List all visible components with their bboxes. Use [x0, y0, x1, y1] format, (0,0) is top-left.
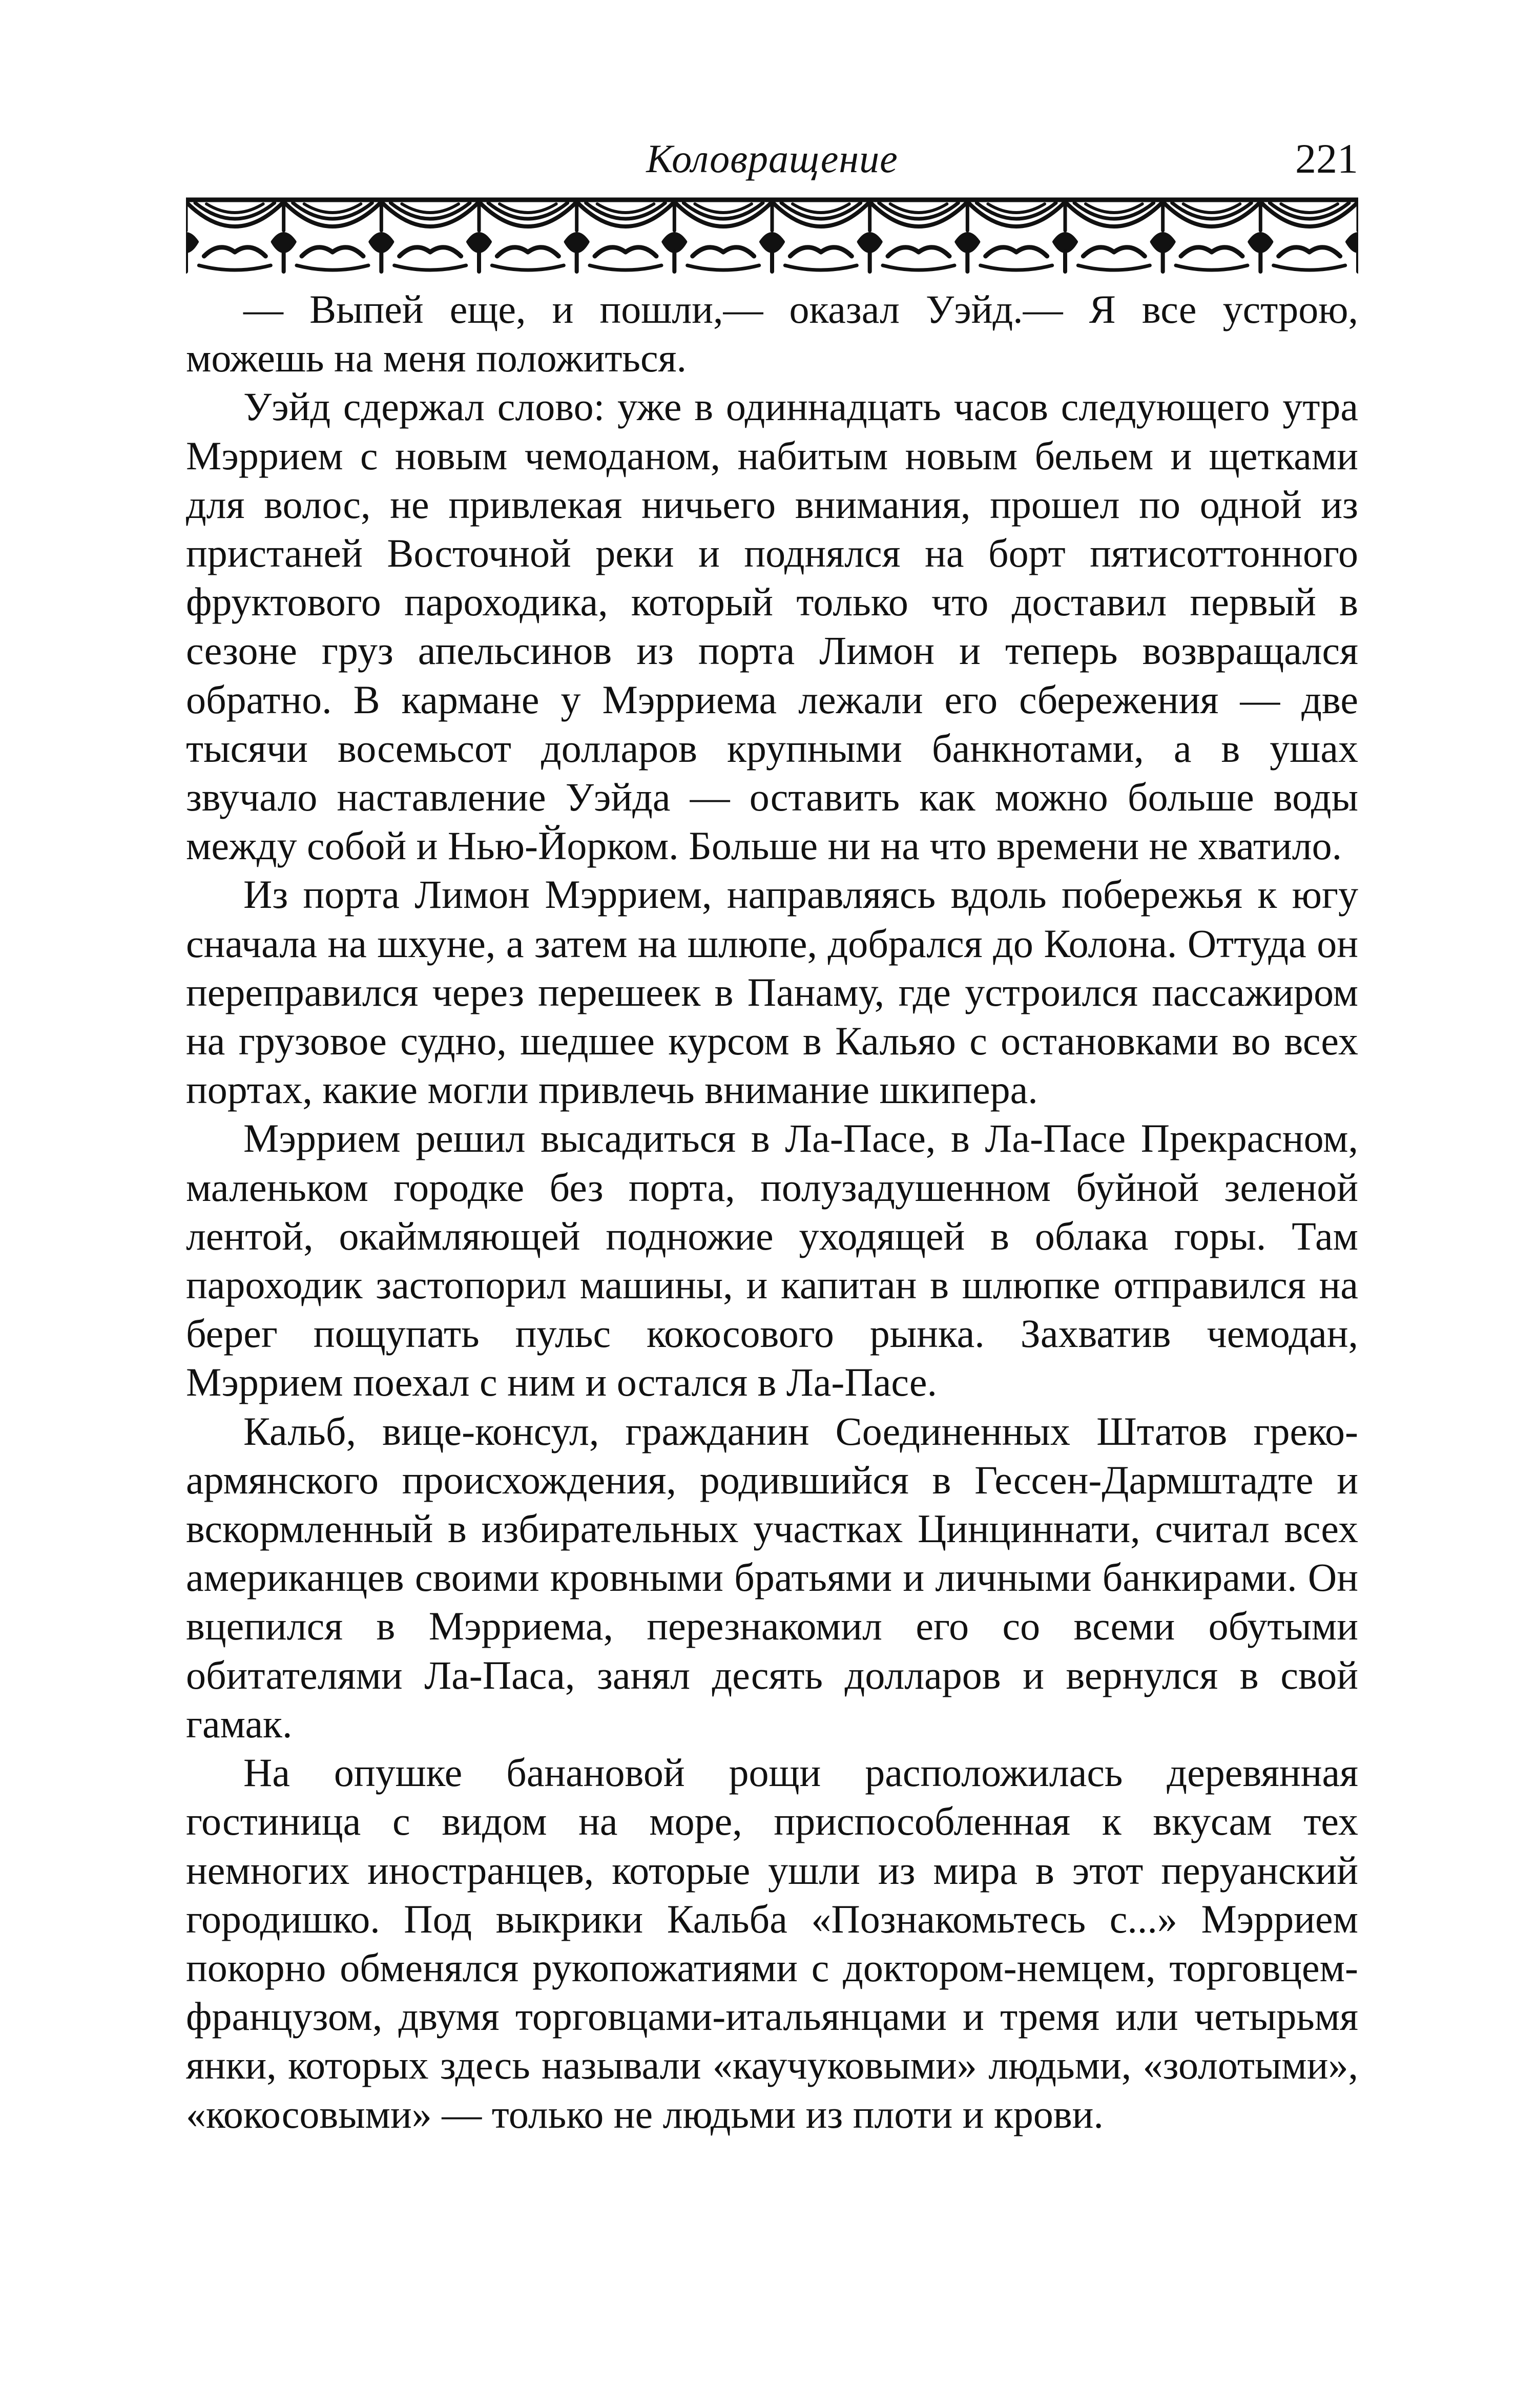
ornament-stroke	[1083, 247, 1145, 256]
ornament-stroke	[595, 247, 656, 256]
ornament-stroke	[199, 265, 271, 270]
ornament-stroke	[302, 247, 363, 256]
ornament-stroke	[695, 204, 752, 213]
ornament-stroke	[1078, 265, 1150, 270]
ornament-stroke	[793, 204, 849, 213]
ornament-stroke	[492, 265, 564, 270]
ornament-stroke	[1279, 247, 1340, 256]
ornament-stroke	[956, 234, 979, 252]
ornament-stroke	[1347, 234, 1358, 252]
ornament-stroke	[206, 204, 263, 213]
ornament-stroke	[1152, 234, 1174, 252]
ornament-stroke	[402, 204, 459, 213]
ornament-stroke	[888, 247, 949, 256]
ornament-stroke	[273, 234, 295, 252]
paragraph: — Выпей еще, и пошли,— оказал Уэйд.— Я все устрою, можешь на меня положиться.	[186, 287, 1358, 381]
ornament-stroke	[500, 204, 556, 213]
paragraph: На опушке банановой рощи расположилась деревянная гостиница с видом на море, приспособленная к вкусам тех немногих иностранцев, которые ушли из мира в этот перуанский городишко. Под выкрики Кальба «Познакомьтесь с...» Мэррием покорно обменялся рукопожатиями с доктором-немцем, торговцем-французом, двумя торговцами-итальянцами и тремя или четырьмя янки, которых здесь называли «каучуковыми» людьми, «золотыми», «кокосовыми» — только не людьми из плоти и крови.	[186, 1750, 1358, 2136]
ornament-stroke	[597, 204, 654, 213]
ornament-stroke	[986, 247, 1047, 256]
running-title: Коловращение	[646, 136, 898, 181]
paragraph: Из порта Лимон Мэррием, направляясь вдоль побережья к югу сначала на шхуне, а затем на шлюпе, добрался до Колона. Оттуда он переправился через перешеек в Панаму, где устроился пассажиром на грузовое судно, шедшее курсом в Кальяо с остановками во всех портах, какие могли привлечь внимание шкипера.	[186, 872, 1358, 1112]
ornament-stroke	[890, 204, 947, 213]
paragraph: Уэйд сдержал слово: уже в одиннадцать часов следующего утра Мэррием с новым чемоданом, набитым новым бельем и щетками для волос, не привлекая ничьего внимания, прошел по одной из пристаней Восточной реки и поднялся на борт пятисоттонного фруктового пароходика, который только что доставил первый в сезоне груз апельсинов из порта Лимон и теперь возвращался обратно. В кармане у Мэрриема лежали его сбережения — две тысячи восемьсот долларов крупными банкнотами, а в ушах звучало наставление Уэйда — оставить как можно больше воды между собой и Нью-Йорком. Больше ни на что времени не хватило.	[186, 384, 1358, 868]
book-page	[186, 133, 1358, 2285]
ornament-stroke	[590, 265, 661, 270]
ornament-stroke	[394, 265, 466, 270]
lace-ornament-icon	[186, 195, 1358, 276]
ornament-stroke	[693, 247, 754, 256]
ornament-stroke	[988, 204, 1045, 213]
ornament-stroke	[1176, 265, 1248, 270]
ornament-stroke	[1274, 265, 1345, 270]
ornament-stroke	[1183, 204, 1240, 213]
paragraph: Мэррием решил высадиться в Ла-Пасе, в Ла-Пасе Прекрасном, маленьком городке без порта, полузадушенном буйной зеленой лентой, окаймляющей подножие уходящей в облака горы. Там пароходик застопорил машины, и капитан в шлюпке отправился на берег пощупать пульс кокосового рынка. Захватив чемодан, Мэррием поехал с ним и остался в Ла-Пасе.	[186, 1116, 1358, 1405]
ornament-stroke	[297, 265, 368, 270]
ornament-stroke	[761, 234, 783, 252]
ornament-stroke	[566, 234, 588, 252]
ornament-stroke	[883, 265, 954, 270]
ornament-stroke	[1181, 247, 1242, 256]
ornament-stroke	[785, 265, 857, 270]
ornament-stroke	[370, 234, 392, 252]
ornament-stroke	[304, 204, 361, 213]
ornament-svg	[186, 195, 1358, 276]
ornament-stroke	[468, 234, 490, 252]
ornament-stroke	[1086, 204, 1143, 213]
body-text	[186, 285, 1358, 2139]
ornament-stroke	[204, 247, 265, 256]
ornament-stroke	[1281, 204, 1338, 213]
ornament-stroke	[981, 265, 1052, 270]
ornament-stroke	[790, 247, 851, 256]
ornament-stroke	[859, 234, 881, 252]
ornament-stroke	[1054, 234, 1076, 252]
ornament-stroke	[497, 247, 558, 256]
ornament-stroke	[186, 234, 197, 252]
running-head	[186, 133, 1358, 195]
ornament-stroke	[1249, 234, 1272, 252]
ornament-stroke	[663, 234, 686, 252]
ornament-stroke	[688, 265, 759, 270]
page-number: 221	[1295, 135, 1358, 182]
ornament-stroke	[400, 247, 461, 256]
paragraph: Кальб, вице-консул, гражданин Соединенных Штатов греко-армянского происхождения, родившийся в Гессен-Дармштадте и вскормленный в избирательных участках Цинциннати, считал всех американцев своими кровными братьями и личными банкирами. Он вцепился в Мэрриема, перезнакомил его со всеми обутыми обитателями Ла-Паса, занял десять долларов и вернулся в свой гамак.	[186, 1408, 1358, 1746]
